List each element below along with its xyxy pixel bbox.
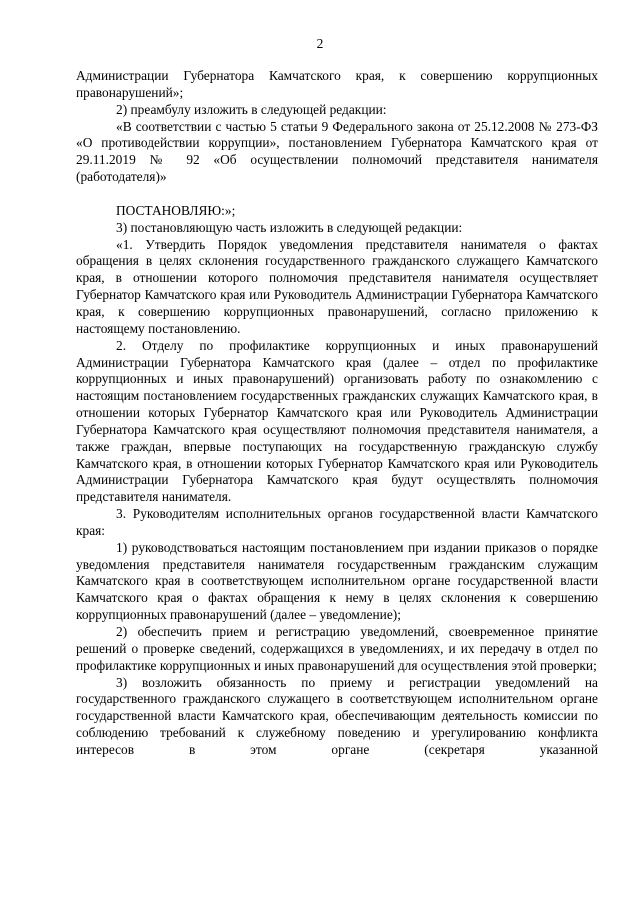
document-body (76, 68, 598, 759)
page-number: 2 (316, 36, 324, 51)
paragraph-clause-2: 2. Отделу по профилактике коррупционных и иных правонарушений Администрации Губернатора Камчатского края (далее – отдел по профилактике коррупционных и иных правонарушений) организовать работу по ознакомлению с настоящим постановлением государственных гражданских служащих Камчатского края, в отношении которых Губернатор Камчатского края или Руководитель Администрации Губернатора Камчатского края осуществляют полномочия представителя нанимателя, а также граждан, впервые поступающих на государственную гражданскую службу Камчатского края, в отношении которых Губернатор Камчатского края или Руководитель Администрации Губернатора Камчатского края будут осуществлять полномочия представителя нанимателя. (76, 337, 598, 505)
paragraph-preamble-quote: «В соответствии с частью 5 статьи 9 Федерального закона от 25.12.2008 № 273-ФЗ «О противодействии коррупции», постановлением Губернатора Камчатского края от 29.11.2019 № 92 «Об осуществлении полномочий представителя нанимателя (работодателя)» (76, 118, 598, 185)
paragraph-item-3: 3) постановляющую часть изложить в следующей редакции: (116, 219, 463, 235)
paragraph-subclause-3: 3) возложить обязанность по приему и регистрации уведомлений на государственного гражданского служащего в соответствующем исполнительном органе государственной власти Камчатского края, обеспечивающим деятельность комиссии по соблюдению требований к служебному поведению и урегулированию конфликта интересов в этом органе (секретаря указанной (76, 674, 598, 757)
paragraph-continuation: Администрации Губернатора Камчатского края, к совершению коррупционных правонарушений»; (76, 68, 598, 100)
paragraph-postanovlyayu: ПОСТАНОВЛЯЮ:»; (116, 202, 236, 218)
paragraph-gap (76, 186, 598, 203)
paragraph-clause-3: 3. Руководителям исполнительных органов государственной власти Камчатского края: (76, 506, 598, 538)
paragraph-item-2: 2) преамбулу изложить в следующей редакции: (116, 101, 387, 117)
paragraph-subclause-1: 1) руководствоваться настоящим постановлением при издании приказов о порядке уведомления представителя нанимателя государственным гражданским служащим Камчатского края в соответствующем исполнительном органе государственной власти Камчатского края о фактах обращения к нему в целях склонения к совершению коррупционных правонарушений (далее – уведомление); (76, 539, 598, 623)
paragraph-subclause-2: 2) обеспечить прием и регистрацию уведомлений, своевременное принятие решений о проверке сведений, содержащихся в уведомлениях, и их передачу в отдел по профилактике коррупционных и иных правонарушений для осуществления этой проверки; (76, 624, 598, 673)
paragraph-clause-1: «1. Утвердить Порядок уведомления представителя нанимателя о фактах обращения в целях склонения государственного гражданского служащего Камчатского края, в отношении которого полномочия представителя нанимателя осуществляет Губернатор Камчатского края или Руководитель Администрации Губернатора Камчатского края, к совершению коррупционных правонарушений, согласно приложению к настоящему постановлению. (76, 236, 598, 336)
